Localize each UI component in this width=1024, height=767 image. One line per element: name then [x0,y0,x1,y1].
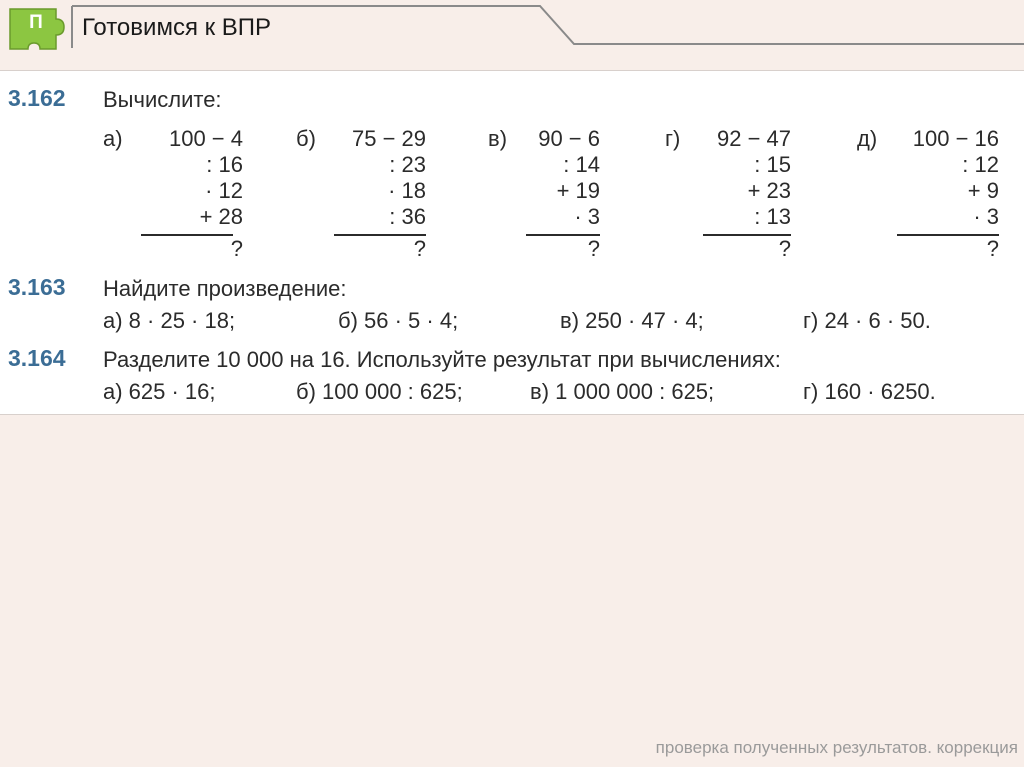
calc-line: 90 − 6 [538,126,600,151]
column-letter: б) [296,126,316,151]
task-item: б) 100 000 : 625; [296,379,463,404]
task-item: в) 250 · 47 · 4; [560,308,704,333]
task-prompt: Найдите произведение: [103,276,347,301]
column-letter: д) [857,126,878,151]
column-letter: г) [665,126,681,151]
task-item: в) 1 000 000 : 625; [530,379,715,404]
calc-line: · 12 [205,178,243,203]
task-item: б) 56 · 5 · 4; [338,308,459,333]
calc-result: ? [587,236,600,261]
calc-line: + 28 [199,204,243,229]
exercise-panel [0,70,1024,415]
task-number: 3.163 [8,274,66,300]
calc-result: ? [413,236,426,261]
calc-line: : 15 [754,152,791,177]
calc-line: · 3 [574,204,600,229]
task-prompt: Вычислите: [103,87,222,112]
calc-line: : 12 [962,152,999,177]
calc-line: : 16 [206,152,243,177]
task-item: г) 24 · 6 · 50. [803,308,931,333]
slide-header [0,0,1024,56]
calc-line: 100 − 4 [168,126,243,151]
calc-result: ? [230,236,243,261]
calc-line: : 36 [389,204,426,229]
calc-line: + 19 [556,178,600,203]
task-item: а) 8 · 25 · 18; [103,308,236,333]
calc-line: 100 − 16 [912,126,999,151]
calc-line: + 9 [967,178,999,203]
badge-letter: П [29,12,43,33]
calc-line: 92 − 47 [716,126,791,151]
calc-result: ? [986,236,999,261]
puzzle-icon [4,5,66,53]
calc-line: + 23 [747,178,791,203]
task-item: г) 160 · 6250. [803,379,936,404]
calc-line: · 3 [973,204,999,229]
calc-line: : 13 [754,204,791,229]
calc-line: 75 − 29 [351,126,426,151]
task-prompt: Разделите 10 000 на 16. Используйте результат при вычислениях: [103,347,781,372]
footer-note: проверка полученных результатов. коррекция [655,738,1018,757]
calc-line: : 23 [389,152,426,177]
page-title: Готовимся к ВПР [82,14,272,41]
column-letter: а) [103,126,123,151]
calc-line: · 18 [388,178,426,203]
column-letter: в) [488,126,508,151]
task-number: 3.162 [8,85,66,111]
task-item: а) 625 · 16; [103,379,216,404]
calc-result: ? [778,236,791,261]
calc-line: : 14 [563,152,600,177]
task-number: 3.164 [8,345,66,371]
